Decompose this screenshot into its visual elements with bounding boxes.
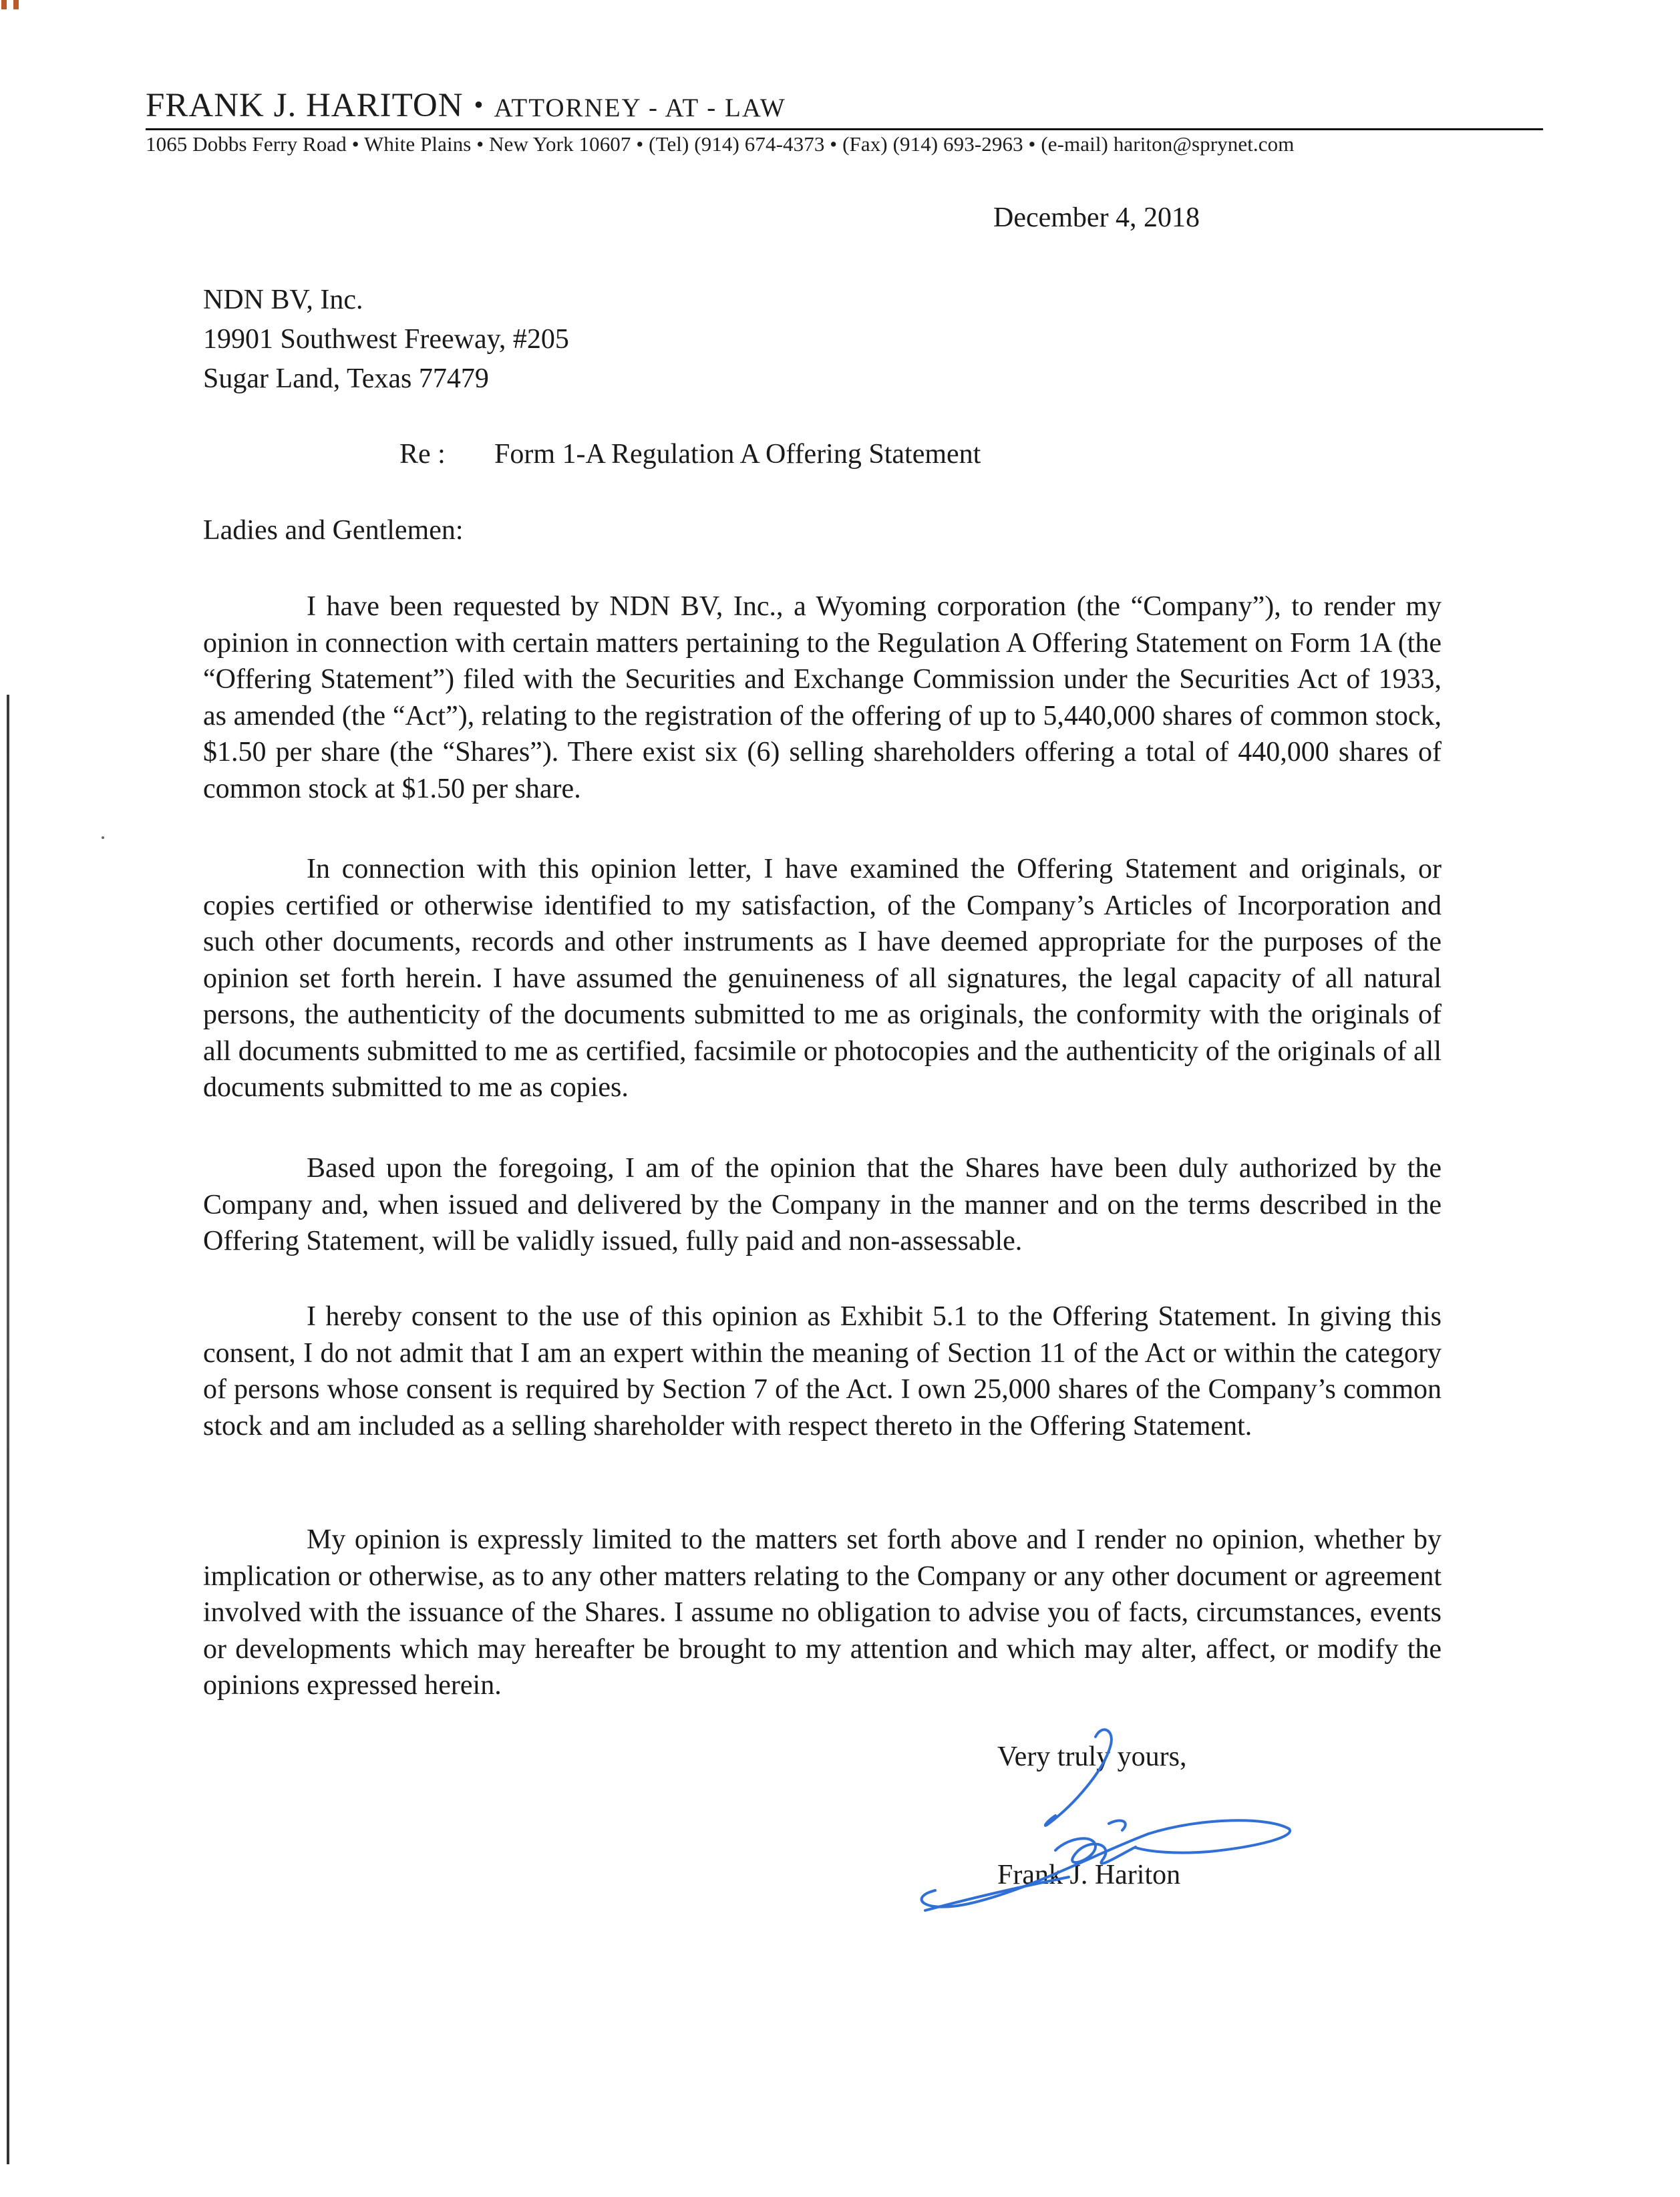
letterhead-address: 1065 Dobbs Ferry Road • White Plains • New York 10607 • (Tel) (914) 674-4373 • (Fax) (914) 693-2963 • (e-mail) hariton@sprynet.com — [146, 132, 1295, 156]
body-paragraph: My opinion is expressly limited to the matters set forth above and I render no opinion, whether by implication or otherwise, as to any other matters relating to the Company or any other document or agreement involved with the issuance of the Shares. I assume no obligation to advise you of facts, circumstances, events or developments which may hereafter be brought to my attention and which may alter, affect, or modify the opinions expressed herein. — [203, 1524, 1442, 1701]
body-paragraph: In connection with this opinion letter, I have examined the Offering Statement and originals, or copies certified or otherwise identified to my satisfaction, of the Company’s Articles of Incorporation and such other documents, records and other instruments as I have deemed appropriate for the purposes of the opinion set forth herein. I have assumed the genuineness of all signatures, the legal capacity of all natural persons, the authenticity of the documents submitted to me as originals, the conformity with the originals of all documents submitted to me as certified, facsimile or photocopies and the authenticity of the originals of all documents submitted to me as copies. — [203, 854, 1442, 1103]
salutation: Ladies and Gentlemen: — [203, 515, 464, 546]
closing: Very truly yours, — [997, 1741, 1187, 1772]
scan-corner-mark — [0, 0, 27, 11]
letterhead-rule — [146, 128, 1543, 130]
scan-speck — [102, 836, 104, 839]
body-paragraph: I have been requested by NDN BV, Inc., a Wyoming corporation (the “Company”), to render my opinion in connection with certain matters pertaining to the Regulation A Offering Statement on Form 1A (the “Offering Statement”) filed with the Securities and Exchange Commission under the Securities Act of 1933, as amended (the “Act”), relating to the registration of the offering of up to 5,440,000 shares of common stock, $1.50 per share (the “Shares”). There exist six (6) selling shareholders offering a total of 440,000 shares of common stock at $1.50 per share. — [203, 591, 1442, 804]
letterhead — [146, 86, 1548, 156]
body-paragraph: I hereby consent to the use of this opinion as Exhibit 5.1 to the Offering Statement. In giving this consent, I do not admit that I am an expert within the meaning of Section 11 of the Act or within the category of persons whose consent is required by Section 7 of the Act. I own 25,000 shares of the Company’s common stock and am included as a selling shareholder with respect thereto in the Offering Statement. — [203, 1301, 1442, 1442]
re-subject: Form 1-A Regulation A Offering Statement — [494, 439, 981, 470]
recipient-street: 19901 Southwest Freeway, #205 — [203, 324, 569, 355]
recipient-address-block — [203, 281, 569, 399]
body-paragraph: Based upon the foregoing, I am of the opinion that the Shares have been duly authorized by the Company and, when issued and delivered by the Company in the manner and on the terms described in the Offering Statement, will be validly issued, fully paid and non-assessable. — [203, 1153, 1442, 1256]
letter-date: December 4, 2018 — [993, 202, 1200, 233]
letterhead-name: FRANK J. HARITON — [146, 87, 464, 124]
signer-name: Frank J. Hariton — [997, 1860, 1181, 1890]
re-line — [399, 438, 981, 470]
handwritten-signature — [895, 1710, 1323, 1930]
recipient-city: Sugar Land, Texas 77479 — [203, 363, 489, 394]
scan-edge-shadow — [7, 695, 9, 2164]
recipient-name: NDN BV, Inc. — [203, 285, 363, 315]
re-label: Re : — [399, 439, 446, 470]
letterhead-title-line — [146, 86, 1548, 126]
letterhead-role: ATTORNEY - AT - LAW — [494, 94, 786, 122]
letterhead-separator: • — [474, 90, 484, 120]
